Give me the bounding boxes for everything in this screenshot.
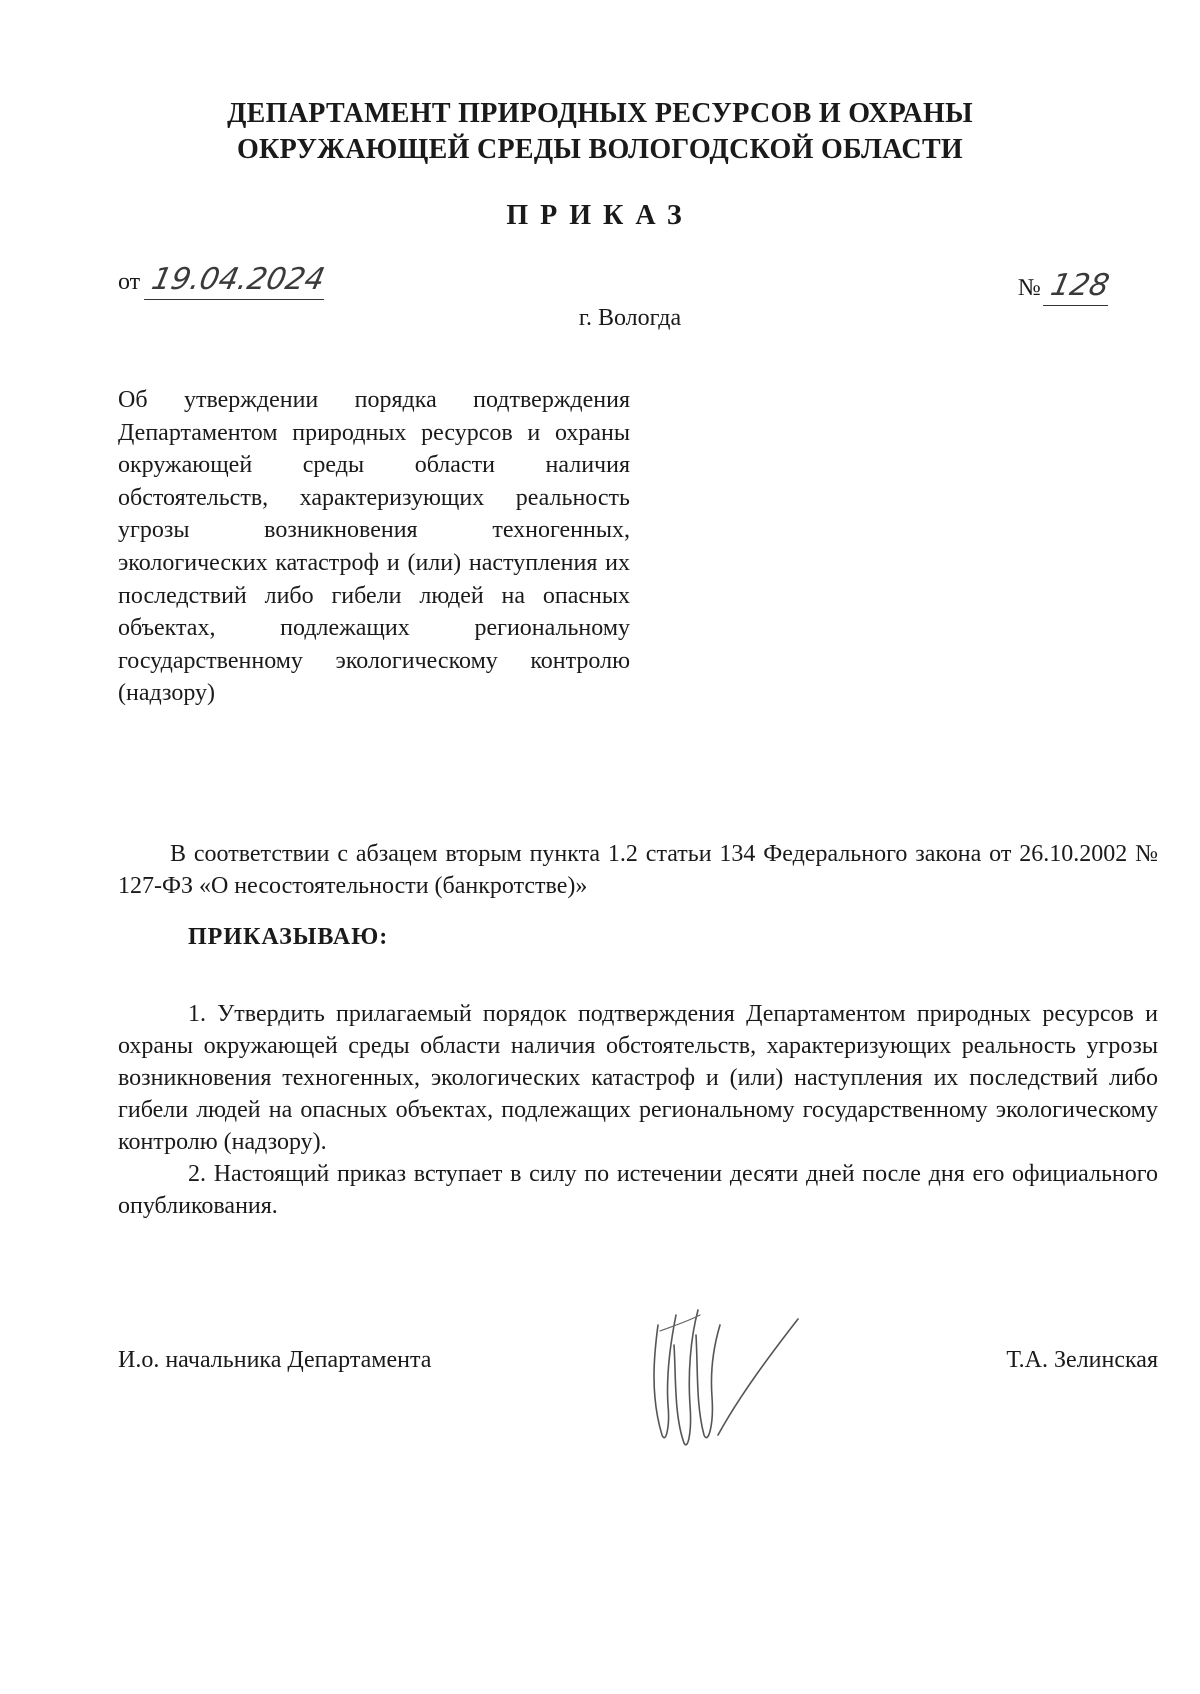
order-subject: Об утверждении порядка подтверждения Департаментом природных ресурсов и охраны окружающей среды области наличия обстоятельств, характеризующих реальность угрозы возникновения техногенных, экологических катастроф и (или) наступления их последствий либо гибели людей на опасных объектах, подлежащих региональному государственному экологическому контролю (надзору) xyxy=(118,387,630,707)
handwritten-signature-icon xyxy=(640,1285,820,1465)
signatory-position: И.о. начальника Департамента xyxy=(118,1347,432,1373)
legal-basis-paragraph: В соответствии с абзацем вторым пункта 1.2 статьи 134 Федерального закона от 26.10.2002 № 127-ФЗ «О несостоятельности (банкротстве)» xyxy=(118,841,1158,899)
department-header xyxy=(0,96,1200,168)
department-name-line-1: ДЕПАРТАМЕНТ ПРИРОДНЫХ РЕСУРСОВ И ОХРАНЫ xyxy=(227,98,973,129)
order-item: 1. Утвердить прилагаемый порядок подтверждения Департаментом природных ресурсов и охраны окружающей среды области наличия обстоятельств, характеризующих реальность угрозы возникновения техногенных, экологических катастроф и (или) наступления их последствий либо гибели людей на опасных объектах, подлежащих региональному государственному экологическому контролю (надзору). xyxy=(118,1001,1158,1155)
order-item: 2. Настоящий приказ вступает в силу по истечении десяти дней после дня его официального опубликования. xyxy=(118,1161,1158,1219)
date-value: 19.04.2024 xyxy=(144,262,332,300)
number-prefix: № xyxy=(1017,275,1041,301)
order-items xyxy=(118,998,1158,1222)
number-value: 128 xyxy=(1043,268,1116,306)
department-name-line-2: ОКРУЖАЮЩЕЙ СРЕДЫ ВОЛОГОДСКОЙ ОБЛАСТИ xyxy=(236,134,964,165)
order-number xyxy=(1018,268,1112,306)
date-prefix: от xyxy=(118,269,141,295)
signatory-name: Т.А. Зелинская xyxy=(1006,1347,1158,1373)
order-date xyxy=(118,262,328,300)
orders-heading: ПРИКАЗЫВАЮ: xyxy=(188,924,389,950)
document-type-title: ПРИКАЗ xyxy=(506,200,694,231)
city-name: г. Вологда xyxy=(578,305,682,331)
